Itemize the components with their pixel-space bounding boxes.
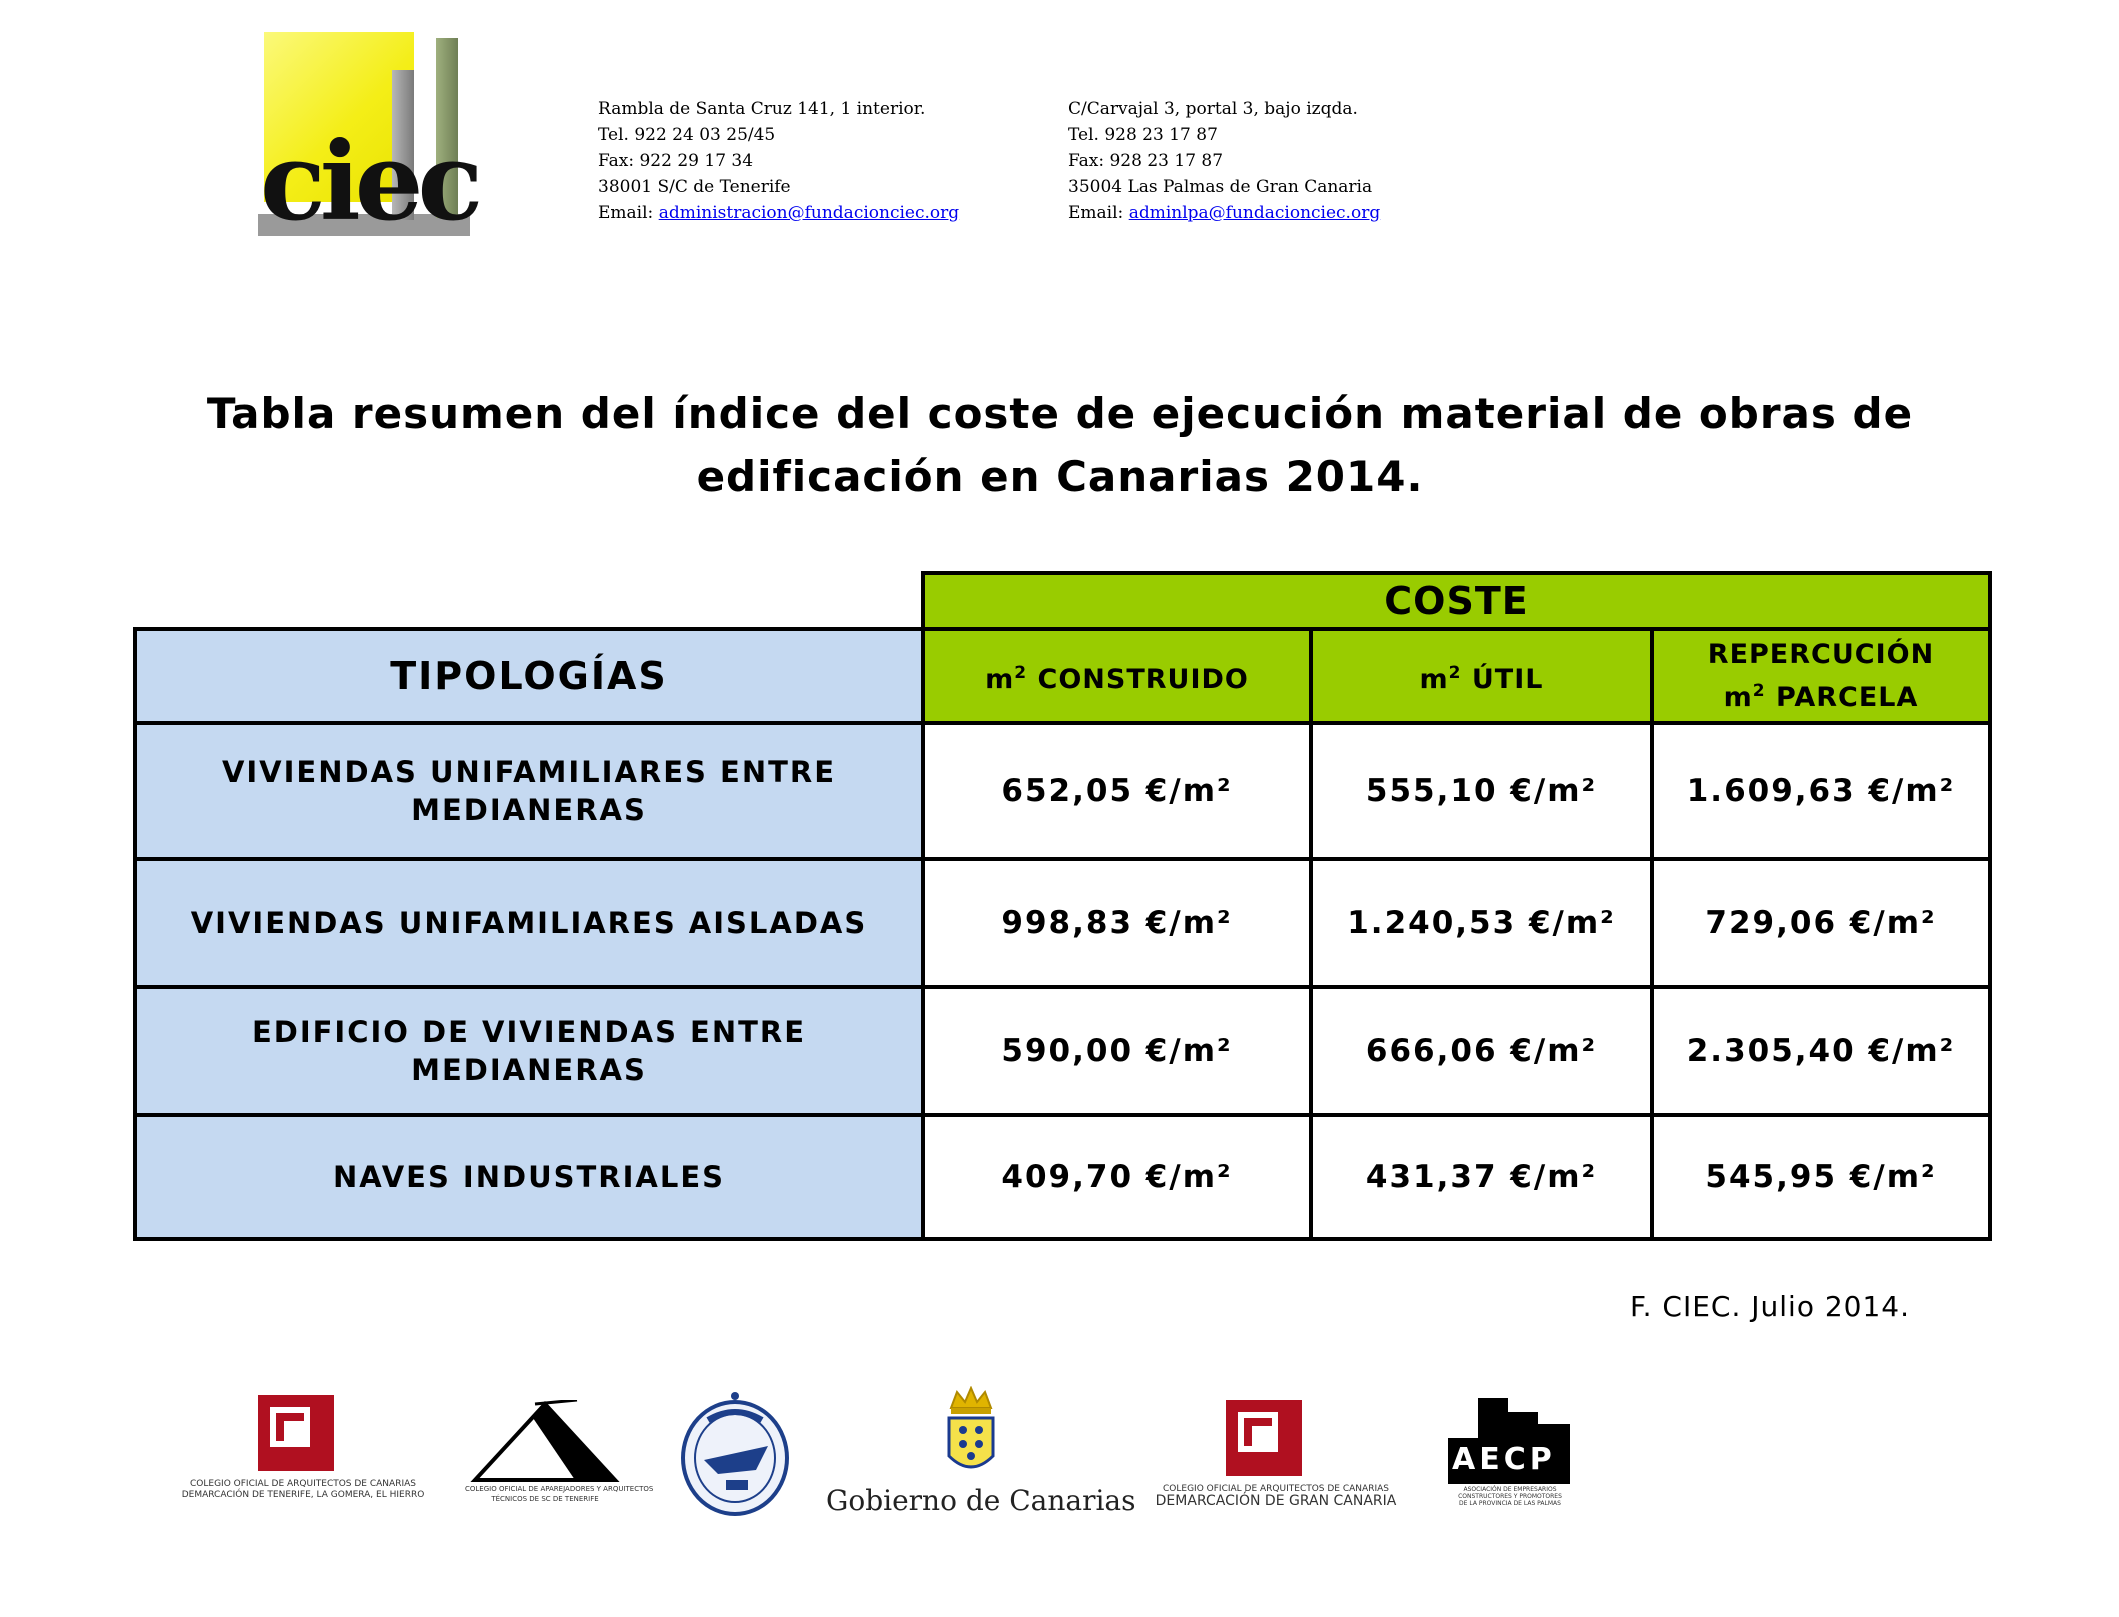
- coac-tenerife-logo: [178, 1395, 428, 1505]
- aecp-logo: [1448, 1398, 1572, 1508]
- email-label: Email:: [598, 203, 654, 223]
- row-label-line: VIVIENDAS UNIFAMILIARES AISLADAS: [190, 906, 868, 940]
- row-label-line: MEDIANERAS: [411, 793, 647, 827]
- col-header-unit: m: [1419, 663, 1449, 695]
- source-note: F. CIEC. Julio 2014.: [1630, 1290, 1911, 1323]
- row-label-line: EDIFICIO DE VIVIENDAS ENTRE: [251, 1015, 807, 1049]
- association-seal-logo: [678, 1390, 792, 1520]
- email-label: Email:: [1068, 203, 1124, 223]
- cell-construido: 409,70 €/m²: [921, 1113, 1313, 1241]
- col-header-sup: 2: [1752, 680, 1766, 701]
- col-header-sup: 2: [1448, 662, 1462, 683]
- address-line: Tel. 922 24 03 25/45: [598, 125, 776, 145]
- coste-header: COSTE: [921, 571, 1992, 631]
- coac-emblem-icon: [258, 1395, 334, 1471]
- title-line: Tabla resumen del índice del coste de ejecución material de obras de: [206, 389, 1914, 438]
- cell-util: 431,37 €/m²: [1309, 1113, 1654, 1241]
- page-title: [150, 382, 1970, 508]
- col-header-label: ÚTIL: [1461, 663, 1544, 695]
- logo-caption: DE LA PROVINCIA DE LAS PALMAS: [1459, 1500, 1561, 1507]
- coac-emblem-icon: [1226, 1400, 1302, 1476]
- cost-table: [133, 571, 1992, 1241]
- aecp-wordmark: AECP: [1452, 1442, 1556, 1477]
- row-label-line: VIVIENDAS UNIFAMILIARES ENTRE: [221, 755, 837, 789]
- logo-caption: TÉCNICOS DE SC DE TENERIFE: [491, 1495, 599, 1503]
- address-line: C/Carvajal 3, portal 3, bajo izqda.: [1068, 99, 1358, 119]
- table-row-label: [133, 721, 925, 861]
- col-header-label: REPERCUCIÓN: [1707, 638, 1935, 670]
- address-line: Fax: 922 29 17 34: [598, 151, 754, 171]
- row-label-line: NAVES INDUSTRIALES: [332, 1160, 726, 1194]
- logo-caption: DEMARCACIÓN DE GRAN CANARIA: [1155, 1493, 1397, 1509]
- cell-util: 666,06 €/m²: [1309, 985, 1654, 1117]
- email-line: [598, 200, 959, 226]
- col-header-construido: [921, 627, 1313, 725]
- table-row-label: [133, 1113, 925, 1241]
- address-line: 38001 S/C de Tenerife: [598, 177, 791, 197]
- cell-util: 1.240,53 €/m²: [1309, 857, 1654, 989]
- email-link-gran-canaria[interactable]: adminlpa@fundacionciec.org: [1128, 203, 1381, 223]
- address-gran-canaria: [1068, 96, 1380, 226]
- coat-of-arms-icon: [941, 1386, 1001, 1478]
- logo-caption: COLEGIO OFICIAL DE ARQUITECTOS DE CANARIAS: [190, 1479, 416, 1489]
- gobierno-wordmark: Gobierno de Canarias: [826, 1484, 1136, 1517]
- cell-construido: 652,05 €/m²: [921, 721, 1313, 861]
- col-header-unit: m: [985, 663, 1015, 695]
- cell-parcela: 1.609,63 €/m²: [1650, 721, 1992, 861]
- seal-icon: [678, 1390, 792, 1520]
- col-header-sup: 2: [1014, 662, 1028, 683]
- col-header-util: [1309, 627, 1654, 725]
- logo-caption: COLEGIO OFICIAL DE ARQUITECTOS DE CANARIAS: [1163, 1484, 1389, 1494]
- gobierno-canarias-logo: [826, 1386, 1136, 1526]
- coac-gran-canaria-logo: [1146, 1400, 1406, 1510]
- triangle-icon: [465, 1400, 625, 1482]
- email-link-tenerife[interactable]: administracion@fundacionciec.org: [658, 203, 960, 223]
- aparejadores-logo: [465, 1400, 654, 1510]
- cell-util: 555,10 €/m²: [1309, 721, 1654, 861]
- row-label-line: MEDIANERAS: [411, 1053, 647, 1087]
- address-line: Tel. 928 23 17 87: [1068, 125, 1218, 145]
- logo-wordmark: ciec: [260, 119, 478, 245]
- cell-parcela: 729,06 €/m²: [1650, 857, 1992, 989]
- cell-construido: 998,83 €/m²: [921, 857, 1313, 989]
- logo-caption: DEMARCACIÓN DE TENERIFE, LA GOMERA, EL HIERRO: [181, 1490, 425, 1500]
- ciec-logo: [258, 30, 478, 245]
- col-header-unit: m: [1723, 681, 1753, 713]
- logo-caption: COLEGIO OFICIAL DE APAREJADORES Y ARQUITECTOS: [465, 1485, 654, 1493]
- title-line: edificación en Canarias 2014.: [696, 452, 1424, 501]
- col-header-label: PARCELA: [1765, 681, 1919, 713]
- address-tenerife: [598, 96, 959, 226]
- table-row-label: [133, 985, 925, 1117]
- cell-parcela: 545,95 €/m²: [1650, 1113, 1992, 1241]
- table-row-label: [133, 857, 925, 989]
- cell-construido: 590,00 €/m²: [921, 985, 1313, 1117]
- address-line: Fax: 928 23 17 87: [1068, 151, 1224, 171]
- col-header-label: CONSTRUIDO: [1027, 663, 1249, 695]
- address-line: Rambla de Santa Cruz 141, 1 interior.: [598, 99, 926, 119]
- address-line: 35004 Las Palmas de Gran Canaria: [1068, 177, 1373, 197]
- email-line: [1068, 200, 1380, 226]
- cell-parcela: 2.305,40 €/m²: [1650, 985, 1992, 1117]
- col-header-parcela: [1650, 627, 1992, 725]
- tipologias-header: TIPOLOGÍAS: [133, 627, 925, 725]
- logo-caption: CONSTRUCTORES Y PROMOTORES: [1458, 1493, 1562, 1500]
- logo-caption: ASOCIACIÓN DE EMPRESARIOS: [1463, 1486, 1557, 1493]
